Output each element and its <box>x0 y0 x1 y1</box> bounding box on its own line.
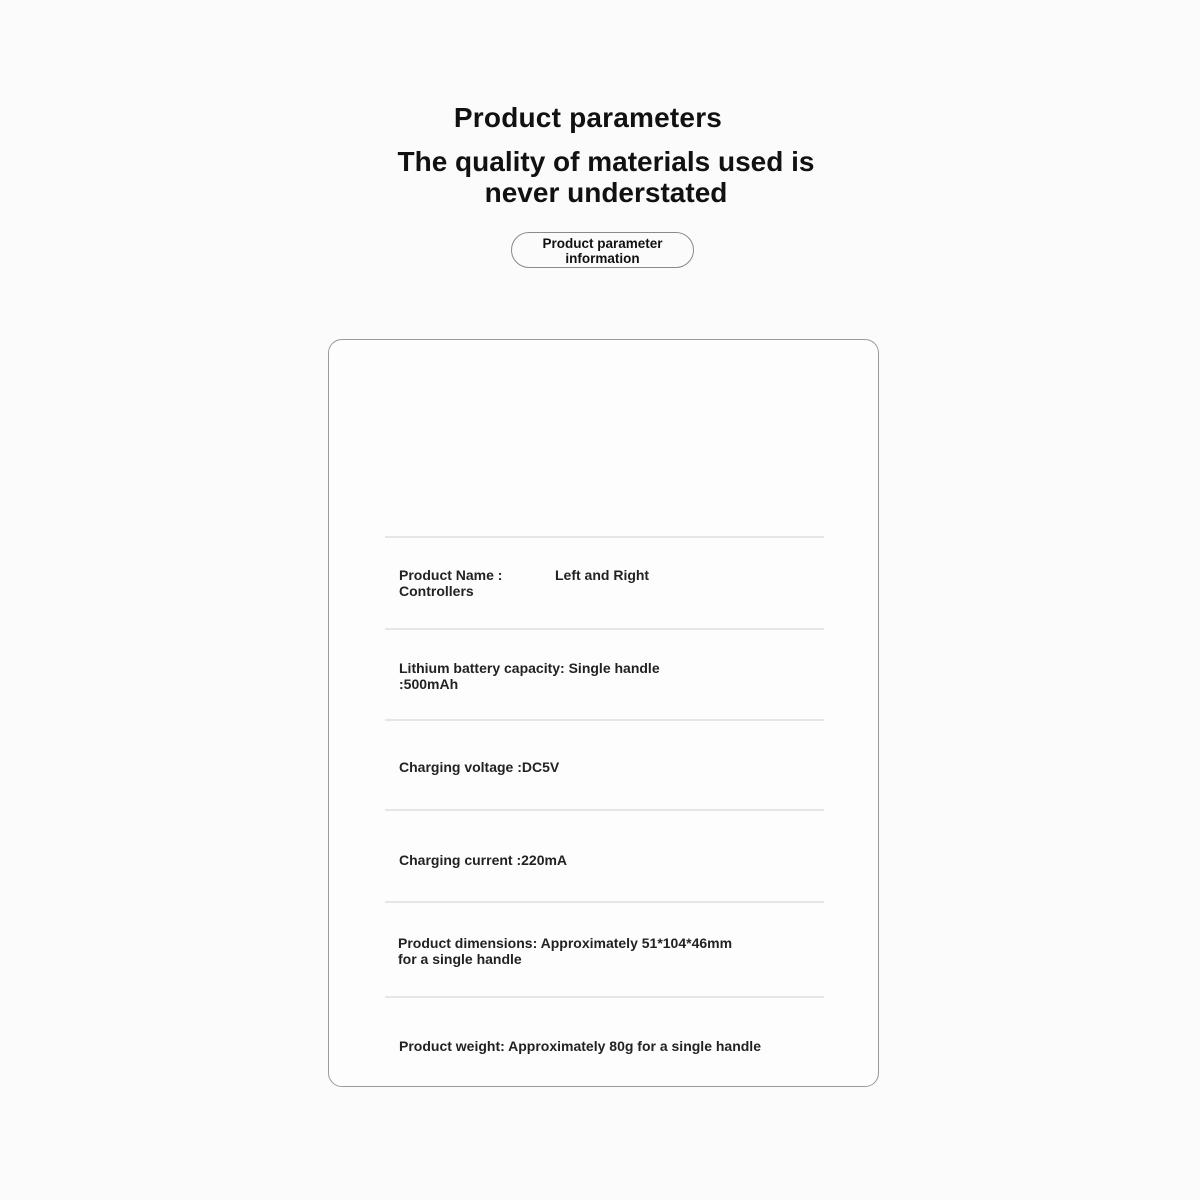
battery-line-1: Lithium battery capacity: Single handle <box>399 660 660 676</box>
divider <box>385 809 824 811</box>
dimensions-line-1: Product dimensions: Approximately 51*104*46mm <box>398 935 733 951</box>
param-row-battery <box>399 660 799 692</box>
pill-line-2: information <box>565 251 640 266</box>
product-name-value: Left and Right <box>555 567 650 583</box>
divider <box>385 996 824 998</box>
divider <box>385 628 824 630</box>
divider <box>385 719 824 721</box>
pill-line-1: Product parameter <box>542 236 663 251</box>
charging-voltage: Charging voltage :DC5V <box>399 759 560 775</box>
dimensions-line-2: for a single handle <box>398 951 522 967</box>
product-weight: Product weight: Approximately 80g for a single handle <box>399 1038 761 1054</box>
param-row-dimensions <box>398 935 798 967</box>
divider <box>385 901 824 903</box>
divider <box>385 536 824 538</box>
product-name-label: Product Name : <box>399 567 503 583</box>
battery-line-2: :500mAh <box>399 676 459 692</box>
page-title: Product parameters <box>453 102 723 133</box>
param-row-product-name <box>399 567 799 599</box>
subtitle-line-1: The quality of materials used is <box>397 146 815 177</box>
parameters-card <box>328 339 879 1087</box>
param-row-current <box>399 852 799 868</box>
section-pill-badge <box>511 232 694 268</box>
param-row-voltage <box>399 759 799 775</box>
page-subtitle <box>0 146 1200 208</box>
product-name-value-continued: Controllers <box>399 583 474 599</box>
charging-current: Charging current :220mA <box>399 852 568 868</box>
param-row-weight <box>399 1038 799 1054</box>
subtitle-line-2: never understated <box>484 177 728 208</box>
